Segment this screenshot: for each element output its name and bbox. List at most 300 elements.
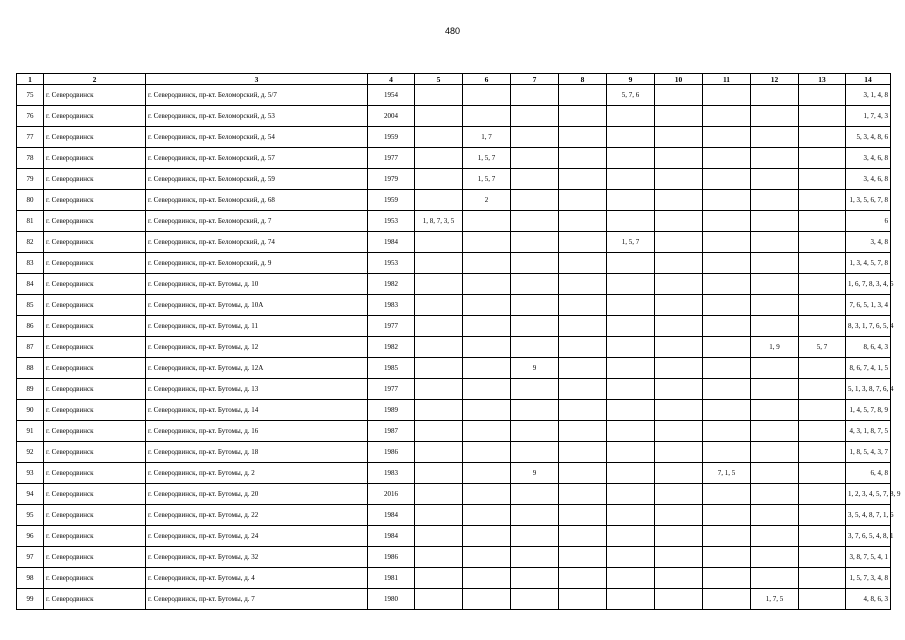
table-cell (799, 505, 846, 526)
table-cell (607, 484, 655, 505)
table-cell (799, 484, 846, 505)
table-cell (703, 421, 751, 442)
table-cell (511, 232, 559, 253)
column-header: 4 (368, 74, 415, 85)
table-cell (559, 211, 607, 232)
table-cell: 1987 (368, 421, 415, 442)
table-cell: 9 (511, 463, 559, 484)
table-cell (415, 442, 463, 463)
table-cell: 1984 (368, 526, 415, 547)
table-cell (751, 526, 799, 547)
table-cell: 2 (463, 190, 511, 211)
table-cell (559, 85, 607, 106)
table-cell (703, 400, 751, 421)
table-cell (703, 568, 751, 589)
table-cell (559, 169, 607, 190)
table-cell (703, 169, 751, 190)
table-cell (655, 568, 703, 589)
table-cell (703, 526, 751, 547)
table-cell (655, 316, 703, 337)
table-row (17, 442, 891, 463)
table-cell (655, 295, 703, 316)
table-cell: 3, 1, 4, 8 (846, 85, 891, 106)
table-cell (799, 526, 846, 547)
table-cell (799, 421, 846, 442)
table-cell (559, 190, 607, 211)
table-cell: 1983 (368, 463, 415, 484)
table-cell (415, 232, 463, 253)
table-cell (799, 169, 846, 190)
table-cell (655, 85, 703, 106)
table-row (17, 400, 891, 421)
table-cell (655, 274, 703, 295)
table-cell (799, 316, 846, 337)
table-cell (415, 316, 463, 337)
table-cell: 3, 4, 6, 8 (846, 169, 891, 190)
table-cell: г. Северодвинск, пр-кт. Беломорский, д. 74 (146, 232, 368, 253)
table-row (17, 463, 891, 484)
table-cell: 75 (17, 85, 44, 106)
table-cell: 91 (17, 421, 44, 442)
table-cell (559, 421, 607, 442)
table-cell (607, 421, 655, 442)
table-cell (559, 274, 607, 295)
table-cell: г. Северодвинск, пр-кт. Бутомы, д. 18 (146, 442, 368, 463)
table-cell (799, 127, 846, 148)
table-cell: 1, 3, 5, 6, 7, 8 (846, 190, 891, 211)
table-row (17, 379, 891, 400)
table-cell: 95 (17, 505, 44, 526)
table-cell (703, 106, 751, 127)
table-cell (607, 316, 655, 337)
table-cell (559, 400, 607, 421)
table-cell (415, 547, 463, 568)
table-cell: 1982 (368, 337, 415, 358)
table-cell (415, 400, 463, 421)
page-number: 480 (444, 26, 461, 36)
table-cell: г. Северодвинск (44, 253, 146, 274)
table-cell (655, 337, 703, 358)
table-cell: г. Северодвинск (44, 211, 146, 232)
table-cell (799, 547, 846, 568)
table-cell (559, 106, 607, 127)
table-cell (463, 85, 511, 106)
table-cell: г. Северодвинск, пр-кт. Бутомы, д. 24 (146, 526, 368, 547)
table-cell: 1977 (368, 148, 415, 169)
table-cell (559, 568, 607, 589)
table-cell: 2016 (368, 484, 415, 505)
table-cell (511, 400, 559, 421)
table-cell (463, 379, 511, 400)
table-cell (559, 379, 607, 400)
table-cell (559, 148, 607, 169)
table-cell: 4, 3, 1, 8, 7, 5 (846, 421, 891, 442)
table-cell (799, 568, 846, 589)
table-cell (655, 442, 703, 463)
table-cell (463, 463, 511, 484)
table-cell: 1959 (368, 190, 415, 211)
table-cell (559, 547, 607, 568)
table-cell: 1, 2, 3, 4, 5, 7, 8, 9 (846, 484, 891, 505)
table-cell (655, 505, 703, 526)
table-cell (703, 127, 751, 148)
table-cell (607, 337, 655, 358)
table-cell (607, 379, 655, 400)
column-header: 9 (607, 74, 655, 85)
table-cell: 1, 5, 7 (463, 169, 511, 190)
table-cell (751, 232, 799, 253)
table-cell: 94 (17, 484, 44, 505)
table-cell: г. Северодвинск (44, 526, 146, 547)
table-cell (559, 589, 607, 610)
table-cell (463, 253, 511, 274)
table-cell: г. Северодвинск, пр-кт. Беломорский, д. 9 (146, 253, 368, 274)
table-cell (655, 526, 703, 547)
table-cell (703, 589, 751, 610)
table-cell (751, 211, 799, 232)
table-cell (751, 253, 799, 274)
table-cell (751, 85, 799, 106)
table-cell (415, 379, 463, 400)
table-cell: 1, 6, 7, 8, 3, 4, 5 (846, 274, 891, 295)
table-cell (463, 526, 511, 547)
table-cell (511, 547, 559, 568)
table-cell (415, 85, 463, 106)
table-cell: 1, 5, 7 (463, 148, 511, 169)
table-cell: 1984 (368, 505, 415, 526)
table-row (17, 232, 891, 253)
table-cell: 1, 7 (463, 127, 511, 148)
table-cell (463, 484, 511, 505)
table-row (17, 253, 891, 274)
table-cell: 8, 3, 1, 7, 6, 5, 4 (846, 316, 891, 337)
table-cell (415, 484, 463, 505)
table-cell (703, 379, 751, 400)
table-row (17, 211, 891, 232)
table-cell: 1, 8, 7, 3, 5 (415, 211, 463, 232)
table-row (17, 484, 891, 505)
table-row (17, 526, 891, 547)
table-cell (655, 589, 703, 610)
table-cell (703, 211, 751, 232)
table-cell: г. Северодвинск, пр-кт. Беломорский, д. 5/7 (146, 85, 368, 106)
table-cell: 9 (511, 358, 559, 379)
table-cell (607, 526, 655, 547)
table-cell (415, 106, 463, 127)
table-cell (799, 295, 846, 316)
table-cell: г. Северодвинск, пр-кт. Бутомы, д. 32 (146, 547, 368, 568)
table-cell: 1, 4, 5, 7, 8, 9 (846, 400, 891, 421)
table-cell: 81 (17, 211, 44, 232)
table-cell (751, 274, 799, 295)
table-cell (607, 274, 655, 295)
table-cell (607, 253, 655, 274)
table-cell (511, 295, 559, 316)
table-cell (799, 274, 846, 295)
table-cell (607, 568, 655, 589)
table-cell: г. Северодвинск, пр-кт. Бутомы, д. 7 (146, 589, 368, 610)
table-cell: г. Северодвинск (44, 442, 146, 463)
table-cell (415, 337, 463, 358)
table-cell: 1, 7, 4, 3 (846, 106, 891, 127)
table-cell: г. Северодвинск, пр-кт. Беломорский, д. 53 (146, 106, 368, 127)
table-cell (607, 589, 655, 610)
table-row (17, 274, 891, 295)
table-cell: г. Северодвинск, пр-кт. Беломорский, д. 59 (146, 169, 368, 190)
table-row (17, 127, 891, 148)
table-cell (559, 316, 607, 337)
table-cell: г. Северодвинск (44, 85, 146, 106)
table-cell: 85 (17, 295, 44, 316)
table-cell: 1, 5, 7 (607, 232, 655, 253)
table-cell: 7, 1, 5 (703, 463, 751, 484)
table-cell (415, 463, 463, 484)
table-cell (799, 400, 846, 421)
table-cell (463, 232, 511, 253)
table-cell: 1977 (368, 379, 415, 400)
table-cell: 79 (17, 169, 44, 190)
column-header: 5 (415, 74, 463, 85)
table-cell: 1984 (368, 232, 415, 253)
table-cell (511, 568, 559, 589)
table-cell: г. Северодвинск, пр-кт. Беломорский, д. 68 (146, 190, 368, 211)
table-cell (463, 442, 511, 463)
table-cell (799, 106, 846, 127)
table-cell: 6 (846, 211, 891, 232)
table-cell: 1959 (368, 127, 415, 148)
table-cell: 1986 (368, 547, 415, 568)
table-cell (415, 253, 463, 274)
table-cell (655, 484, 703, 505)
table-cell: г. Северодвинск (44, 295, 146, 316)
table-row (17, 358, 891, 379)
table-cell: 93 (17, 463, 44, 484)
table-cell: 97 (17, 547, 44, 568)
table-cell (655, 148, 703, 169)
table-cell: 1986 (368, 442, 415, 463)
table-row (17, 106, 891, 127)
table-cell (511, 253, 559, 274)
table-cell (655, 190, 703, 211)
table-cell: 1, 8, 5, 4, 3, 7 (846, 442, 891, 463)
table-cell (607, 106, 655, 127)
table-cell (703, 358, 751, 379)
table-cell: 1953 (368, 253, 415, 274)
table-cell (655, 463, 703, 484)
table-cell (511, 442, 559, 463)
table-cell: г. Северодвинск (44, 421, 146, 442)
table-cell (463, 505, 511, 526)
table-cell (655, 358, 703, 379)
table-cell: г. Северодвинск, пр-кт. Беломорский, д. 57 (146, 148, 368, 169)
table-cell: г. Северодвинск, пр-кт. Бутомы, д. 12 (146, 337, 368, 358)
table-cell (655, 547, 703, 568)
table-cell (703, 232, 751, 253)
table-cell: 96 (17, 526, 44, 547)
table-cell: г. Северодвинск, пр-кт. Бутомы, д. 4 (146, 568, 368, 589)
table-cell: г. Северодвинск (44, 379, 146, 400)
table-cell: г. Северодвинск (44, 106, 146, 127)
column-header: 6 (463, 74, 511, 85)
table-cell (703, 547, 751, 568)
table-cell: г. Северодвинск (44, 400, 146, 421)
table-cell (415, 421, 463, 442)
table-cell: 3, 8, 7, 5, 4, 1 (846, 547, 891, 568)
table-cell (703, 190, 751, 211)
table-cell (751, 463, 799, 484)
table-cell (751, 505, 799, 526)
table-cell: г. Северодвинск, пр-кт. Бутомы, д. 13 (146, 379, 368, 400)
table-cell (559, 526, 607, 547)
table-cell: г. Северодвинск, пр-кт. Бутомы, д. 11 (146, 316, 368, 337)
table-cell (463, 358, 511, 379)
table-cell (415, 295, 463, 316)
table-cell (511, 127, 559, 148)
table-cell: 3, 7, 6, 5, 4, 8, 1 (846, 526, 891, 547)
table-cell: 1983 (368, 295, 415, 316)
table-cell: г. Северодвинск, пр-кт. Бутомы, д. 16 (146, 421, 368, 442)
table-cell (703, 442, 751, 463)
table-cell (751, 106, 799, 127)
table-cell (607, 169, 655, 190)
table-cell (463, 421, 511, 442)
table-cell (655, 232, 703, 253)
column-header: 2 (44, 74, 146, 85)
table-cell (655, 106, 703, 127)
table-cell (511, 337, 559, 358)
table-cell: 2004 (368, 106, 415, 127)
table-cell (559, 484, 607, 505)
table-cell (607, 295, 655, 316)
table-row (17, 568, 891, 589)
table-cell (607, 211, 655, 232)
table-cell (559, 295, 607, 316)
table-cell: 90 (17, 400, 44, 421)
table-cell (463, 568, 511, 589)
table-cell (511, 526, 559, 547)
table-cell (415, 568, 463, 589)
table-row (17, 337, 891, 358)
table-cell (799, 442, 846, 463)
table-row (17, 169, 891, 190)
column-header: 7 (511, 74, 559, 85)
table-cell (799, 232, 846, 253)
table-cell: г. Северодвинск, пр-кт. Бутомы, д. 10 (146, 274, 368, 295)
table-cell: 76 (17, 106, 44, 127)
table-cell (511, 148, 559, 169)
table-cell (463, 316, 511, 337)
table-cell: г. Северодвинск (44, 232, 146, 253)
table-cell (463, 274, 511, 295)
table-cell (463, 211, 511, 232)
table-cell (799, 253, 846, 274)
table-cell (559, 253, 607, 274)
table-cell (751, 169, 799, 190)
table-cell (415, 148, 463, 169)
table-cell (703, 148, 751, 169)
table-cell: 80 (17, 190, 44, 211)
table-cell: 82 (17, 232, 44, 253)
table-cell: г. Северодвинск (44, 190, 146, 211)
table-cell (703, 253, 751, 274)
table-cell (607, 400, 655, 421)
table-cell (511, 106, 559, 127)
table-cell: г. Северодвинск, пр-кт. Бутомы, д. 12А (146, 358, 368, 379)
table-cell (415, 505, 463, 526)
table-cell (607, 358, 655, 379)
table-cell (751, 190, 799, 211)
table-cell: 1, 7, 5 (751, 589, 799, 610)
table-cell: г. Северодвинск, пр-кт. Бутомы, д. 14 (146, 400, 368, 421)
table-cell (607, 547, 655, 568)
table-cell: г. Северодвинск (44, 568, 146, 589)
table-cell (751, 568, 799, 589)
table-cell (655, 421, 703, 442)
table-cell: 3, 4, 8 (846, 232, 891, 253)
table-cell: г. Северодвинск, пр-кт. Бутомы, д. 22 (146, 505, 368, 526)
table-cell (751, 148, 799, 169)
table-cell (463, 295, 511, 316)
table-cell (463, 400, 511, 421)
table-cell (415, 127, 463, 148)
table-row (17, 85, 891, 106)
table-cell (511, 484, 559, 505)
table-cell (655, 400, 703, 421)
table-cell (751, 547, 799, 568)
table-cell (607, 148, 655, 169)
table-cell: 5, 1, 3, 8, 7, 6, 4 (846, 379, 891, 400)
table-row (17, 316, 891, 337)
table-cell: г. Северодвинск, пр-кт. Бутомы, д. 10А (146, 295, 368, 316)
table-cell (463, 106, 511, 127)
table-cell: 1, 5, 7, 3, 4, 8 (846, 568, 891, 589)
table-cell: 83 (17, 253, 44, 274)
table-cell: г. Северодвинск (44, 127, 146, 148)
table-cell (751, 358, 799, 379)
table-cell: г. Северодвинск (44, 505, 146, 526)
column-header: 11 (703, 74, 751, 85)
table-cell (511, 316, 559, 337)
table-cell (751, 316, 799, 337)
column-header: 3 (146, 74, 368, 85)
table-cell (703, 484, 751, 505)
table-cell: 1954 (368, 85, 415, 106)
housing-registry-table (16, 73, 901, 610)
table-cell: 1977 (368, 316, 415, 337)
column-header: 8 (559, 74, 607, 85)
table-cell (799, 379, 846, 400)
table-cell: г. Северодвинск (44, 547, 146, 568)
column-header: 1 (17, 74, 44, 85)
table-cell: 3, 4, 6, 8 (846, 148, 891, 169)
table-cell: 84 (17, 274, 44, 295)
table-cell (751, 421, 799, 442)
table-cell: г. Северодвинск (44, 589, 146, 610)
table-cell (703, 337, 751, 358)
table-cell: 77 (17, 127, 44, 148)
table-cell: 1982 (368, 274, 415, 295)
table-cell: г. Северодвинск (44, 316, 146, 337)
table-cell (751, 379, 799, 400)
table-cell (415, 589, 463, 610)
table-cell: 5, 7 (799, 337, 846, 358)
table-cell (511, 85, 559, 106)
table-cell: 1989 (368, 400, 415, 421)
table-row (17, 547, 891, 568)
table-cell (511, 505, 559, 526)
table-cell (511, 169, 559, 190)
table-cell: 1979 (368, 169, 415, 190)
